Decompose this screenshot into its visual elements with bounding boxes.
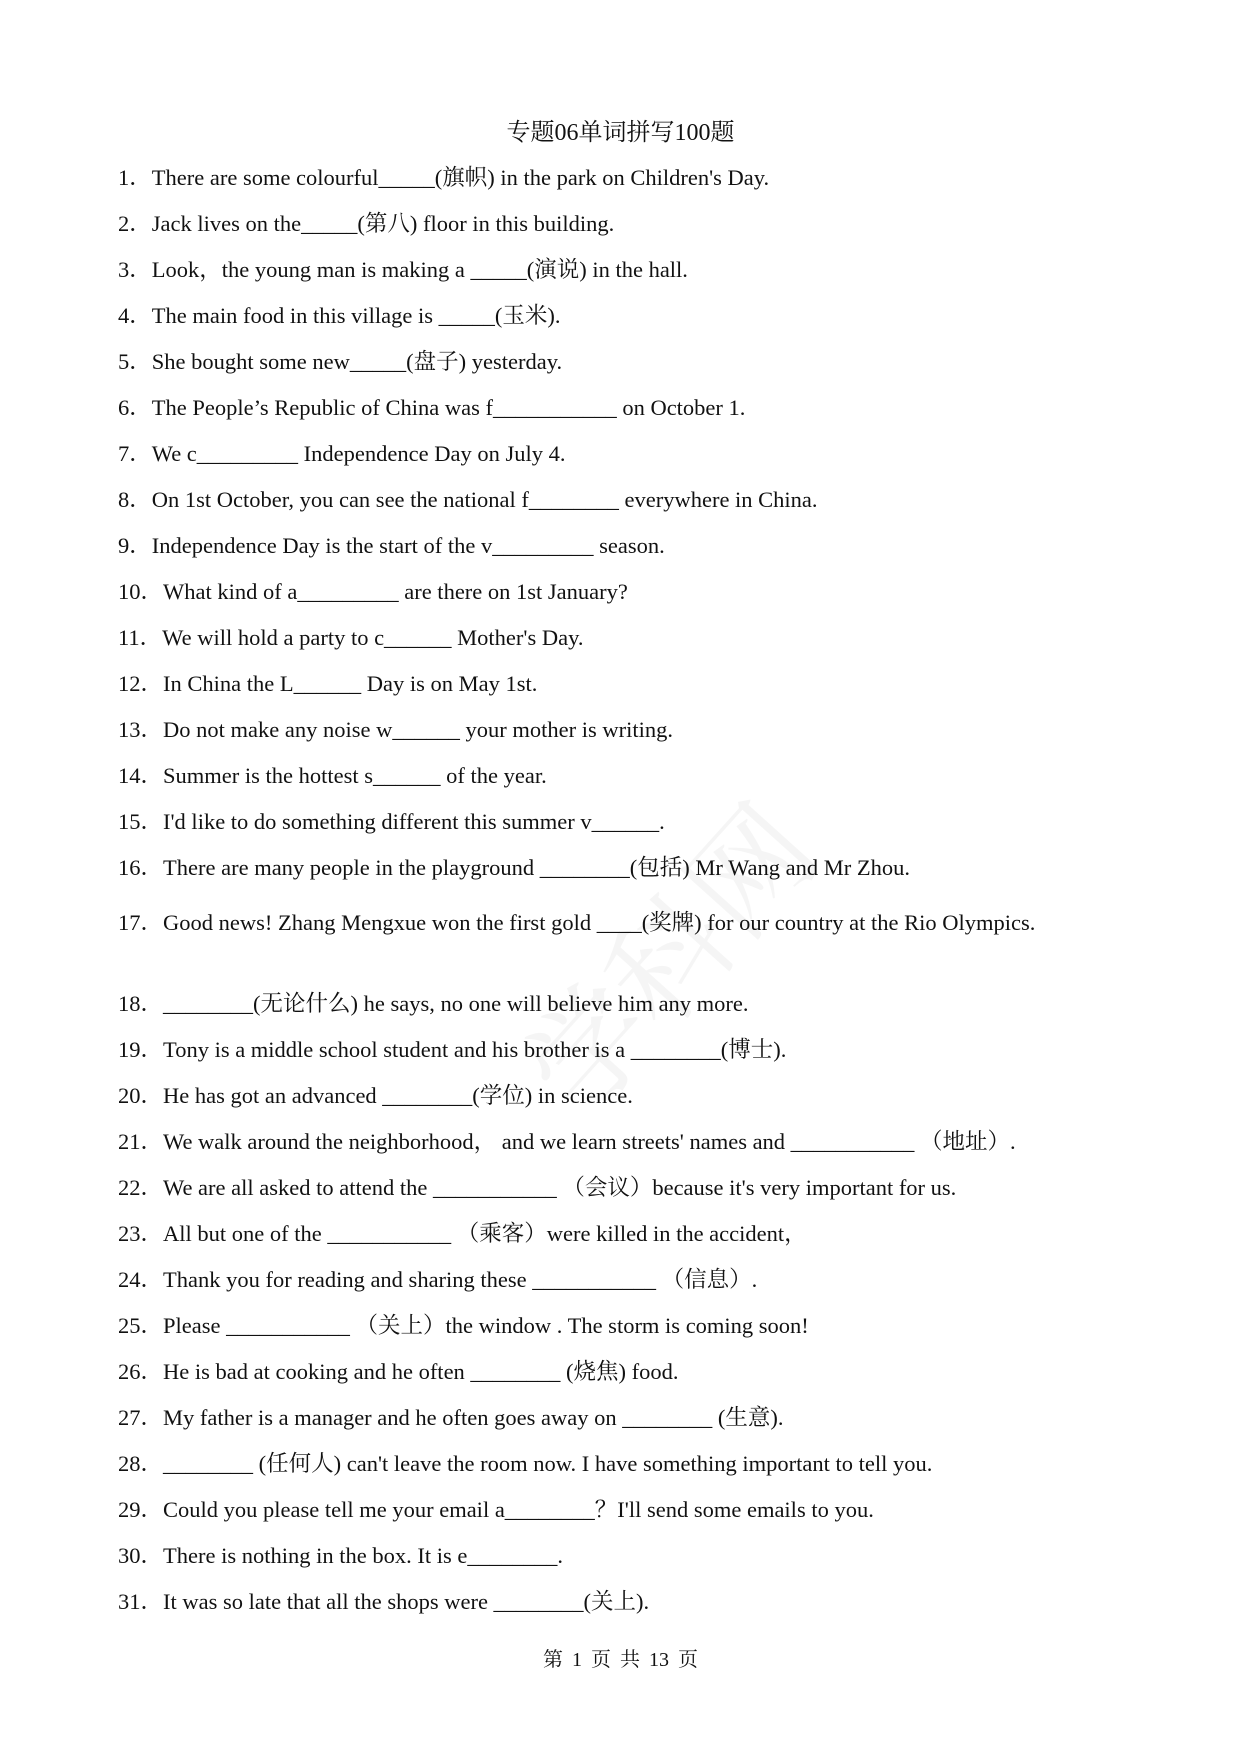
question-item — [118, 1589, 1128, 1635]
question-number: 14． — [118, 763, 164, 788]
question-text: Do not make any noise w______ your mother is writing. — [163, 717, 673, 742]
question-text: My father is a manager and he often goes away on ________ (生意). — [163, 1405, 784, 1430]
question-number: 20． — [118, 1083, 164, 1108]
question-number: 11． — [118, 625, 163, 650]
question-item — [118, 1359, 1128, 1405]
question-item — [118, 1129, 1128, 1175]
question-number: 3． — [118, 257, 152, 282]
question-item — [118, 1267, 1128, 1313]
question-number: 26． — [118, 1359, 164, 1384]
question-item — [118, 763, 1128, 809]
question-item — [118, 991, 1128, 1037]
question-number: 25． — [118, 1313, 164, 1338]
question-text: All but one of the ___________ （乘客）were killed in the accident， — [163, 1221, 807, 1246]
question-item — [118, 1221, 1128, 1267]
question-item — [118, 395, 1128, 441]
question-number: 2． — [118, 211, 152, 236]
question-text: Look，the young man is making a _____(演说) in the hall. — [151, 257, 688, 282]
question-item — [118, 257, 1128, 303]
question-text: There are some colourful_____(旗帜) in the park on Children's Day. — [151, 165, 770, 190]
question-number: 21． — [118, 1129, 164, 1154]
question-item — [118, 1083, 1128, 1129]
question-item — [118, 441, 1128, 487]
question-number: 17． — [118, 910, 164, 935]
question-number: 15． — [118, 809, 164, 834]
question-number: 19． — [118, 1037, 164, 1062]
question-text: We are all asked to attend the ___________ （会议）because it's very important for us. — [163, 1175, 957, 1200]
question-item — [118, 1313, 1128, 1359]
question-text: ________(无论什么) he says, no one will believe him any more. — [163, 991, 749, 1016]
question-text: On 1st October, you can see the national f________ everywhere in China. — [151, 487, 818, 512]
question-text: He has got an advanced ________(学位) in science. — [163, 1083, 633, 1108]
question-text: There is nothing in the box. It is e________. — [163, 1543, 563, 1568]
question-item — [118, 671, 1128, 717]
question-item — [118, 855, 1128, 901]
question-text: It was so late that all the shops were ________(关上). — [163, 1589, 650, 1614]
question-text: Please ___________ （关上）the window . The storm is coming soon! — [163, 1313, 809, 1338]
question-item — [118, 1175, 1128, 1221]
page-title: 专题06单词拼写100题 — [506, 120, 735, 146]
question-item — [118, 717, 1128, 763]
question-text: What kind of a_________ are there on 1st January? — [163, 579, 628, 604]
question-text: Thank you for reading and sharing these ___________ （信息）. — [163, 1267, 758, 1292]
question-item — [118, 211, 1128, 257]
question-item — [118, 625, 1128, 671]
question-item — [118, 809, 1128, 855]
question-text: ________ (任何人) can't leave the room now. I have something important to tell you. — [163, 1451, 933, 1476]
question-text: The People’s Republic of China was f___________ on October 1. — [151, 395, 746, 420]
question-item — [118, 1497, 1128, 1543]
question-item — [118, 1451, 1128, 1497]
question-number: 30． — [118, 1543, 164, 1568]
question-text: Summer is the hottest s______ of the year. — [163, 763, 547, 788]
question-text: Tony is a middle school student and his brother is a ________(博士). — [163, 1037, 787, 1062]
question-item — [118, 579, 1128, 625]
page-footer: 第 1 页 共 13 页 — [543, 1649, 698, 1671]
question-text: She bought some new_____(盘子) yesterday. — [151, 349, 563, 374]
question-number: 18． — [118, 991, 164, 1016]
question-text: In China the L______ Day is on May 1st. — [163, 671, 538, 696]
question-item — [118, 349, 1128, 395]
question-item — [118, 533, 1128, 579]
question-list — [118, 165, 1128, 1635]
question-item — [118, 901, 1128, 991]
question-number: 13． — [118, 717, 164, 742]
question-number: 28． — [118, 1451, 164, 1476]
question-item — [118, 165, 1128, 211]
question-text: There are many people in the playground ________(包括) Mr Wang and Mr Zhou. — [163, 855, 910, 880]
question-number: 9． — [118, 533, 152, 558]
question-text: The main food in this village is _____(玉米). — [151, 303, 561, 328]
question-number: 1． — [118, 165, 152, 190]
question-number: 27． — [118, 1405, 164, 1430]
question-number: 12． — [118, 671, 164, 696]
question-number: 4． — [118, 303, 152, 328]
question-text: Independence Day is the start of the v_________ season. — [151, 533, 665, 558]
question-text: Could you please tell me your email a________？I'll send some emails to you. — [163, 1497, 874, 1522]
question-text: Good news! Zhang Mengxue won the first gold ____(奖牌) for our country at the Rio Olympics. — [163, 910, 1036, 935]
question-number: 24． — [118, 1267, 164, 1292]
question-item — [118, 1037, 1128, 1083]
question-number: 31． — [118, 1589, 164, 1614]
question-number: 29． — [118, 1497, 164, 1522]
question-number: 22． — [118, 1175, 164, 1200]
question-number: 6． — [118, 395, 152, 420]
question-item — [118, 1405, 1128, 1451]
question-item — [118, 487, 1128, 533]
question-text: He is bad at cooking and he often ________ (烧焦) food. — [163, 1359, 679, 1384]
question-item — [118, 303, 1128, 349]
question-text: We c_________ Independence Day on July 4. — [151, 441, 566, 466]
question-number: 23． — [118, 1221, 164, 1246]
question-text: We walk around the neighborhood， and we learn streets' names and ___________ （地址）. — [163, 1129, 1016, 1154]
question-text: Jack lives on the_____(第八) floor in this building. — [151, 211, 615, 236]
question-number: 10． — [118, 579, 164, 604]
question-number: 8． — [118, 487, 152, 512]
question-text: We will hold a party to c______ Mother's Day. — [162, 625, 584, 650]
question-number: 7． — [118, 441, 152, 466]
question-number: 16． — [118, 855, 164, 880]
question-item — [118, 1543, 1128, 1589]
question-text: I'd like to do something different this summer v______. — [163, 809, 665, 834]
question-number: 5． — [118, 349, 152, 374]
